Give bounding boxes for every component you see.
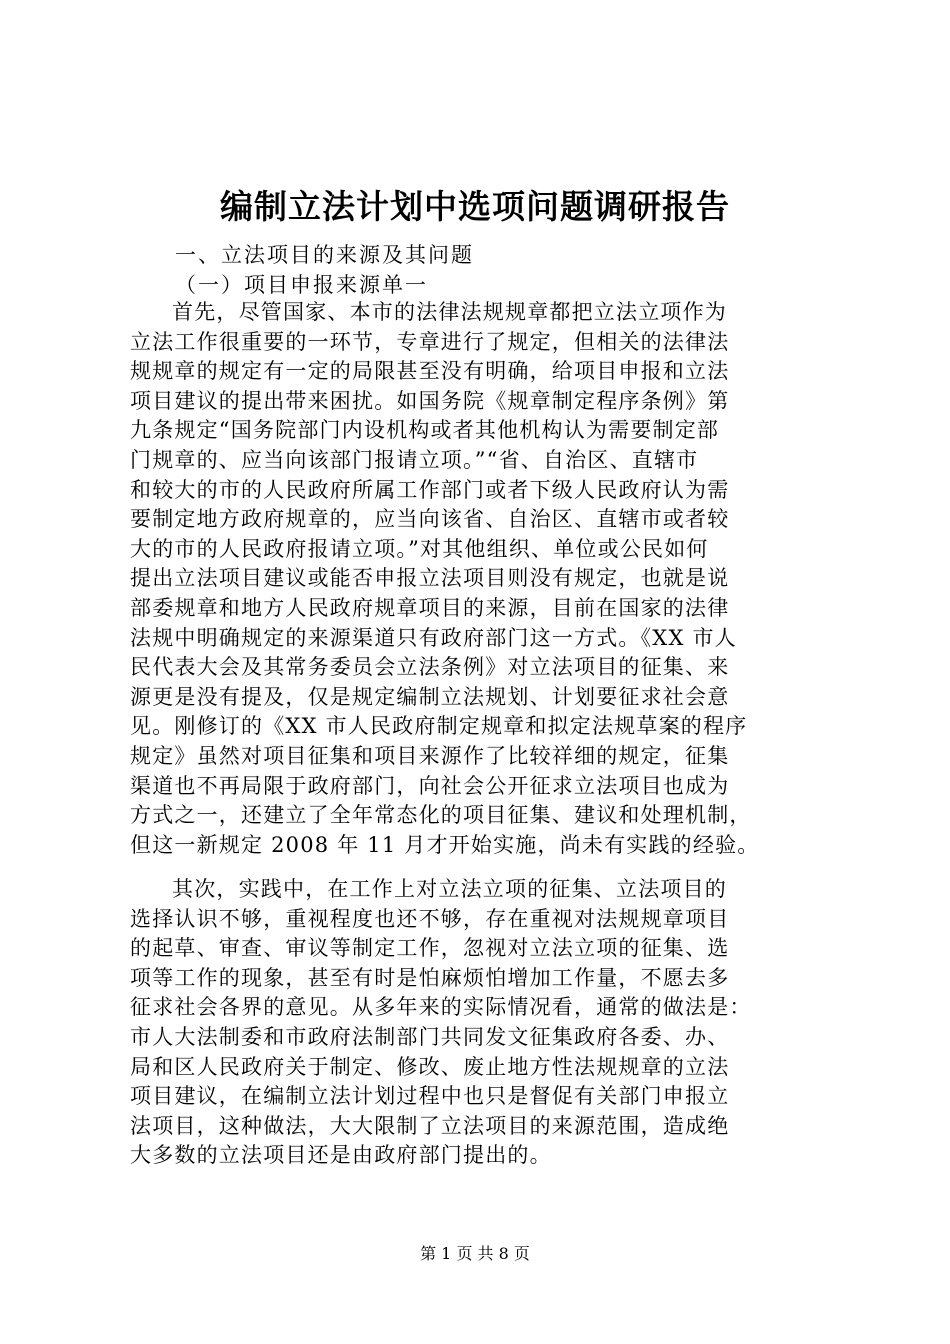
paragraph-line: 征求社会各界的意见。从多年来的实际情况看，通常的做法是： — [130, 995, 752, 1020]
subsection-heading: （一）项目申报来源单一 — [175, 273, 428, 297]
paragraph-line: 的起草、审查、审议等制定工作，忽视对立法立项的征集、选 — [130, 936, 730, 961]
paragraph-line: 民代表大会及其常务委员会立法条例》对立法项目的征集、来 — [130, 655, 730, 680]
paragraph-line: 其次，实践中，在工作上对立法立项的征集、立法项目的 — [172, 877, 727, 901]
paragraph-line: 大多数的立法项目还是由政府部门提出的。 — [130, 1143, 552, 1168]
paragraph-line: 源更是没有提及，仅是规定编制立法规划、计划要征求社会意 — [130, 684, 730, 709]
paragraph-line: 立法工作很重要的一环节，专章进行了规定，但相关的法律法 — [130, 329, 730, 354]
paragraph-line: 但这一新规定 2008 年 11 月才开始实施，尚未有实践的经验。 — [130, 832, 760, 857]
paragraph-line: 渠道也不再局限于政府部门，向社会公开征求立法项目也成为 — [130, 773, 730, 798]
paragraph-line: 项目建议的提出带来困扰。如国务院《规章制定程序条例》第 — [130, 388, 730, 413]
paragraph-line: 门规章的、应当向该部门报请立项。”“省、自治区、直辖市 — [130, 447, 699, 472]
paragraph-line: 大的市的人民政府报请立项。”对其他组织、单位或公民如何 — [130, 536, 709, 561]
paragraph-line: 选择认识不够，重视程度也还不够，存在重视对法规规章项目 — [130, 906, 730, 931]
paragraph-line: 部委规章和地方人民政府规章项目的来源，目前在国家的法律 — [130, 595, 730, 620]
document-title: 编制立法计划中选项问题调研报告 — [220, 187, 730, 226]
paragraph-line: 规规章的规定有一定的局限甚至没有明确，给项目申报和立法 — [130, 359, 730, 384]
paragraph-line: 市人大法制委和市政府法制部门共同发文征集政府各委、办、 — [130, 1024, 730, 1049]
paragraph-line: 和较大的市的人民政府所属工作部门或者下级人民政府认为需 — [130, 477, 730, 502]
paragraph-2 — [130, 875, 830, 1171]
paragraph-1 — [130, 298, 830, 860]
paragraph-line: 法规中明确规定的来源渠道只有政府部门这一方式。《XX 市人 — [130, 625, 737, 650]
paragraph-line: 项目建议，在编制立法计划过程中也只是督促有关部门申报立 — [130, 1084, 730, 1109]
paragraph-line: 法项目，这种做法，大大限制了立法项目的来源范围，造成绝 — [130, 1113, 730, 1138]
paragraph-line: 项等工作的现象，甚至有时是怕麻烦怕增加工作量，不愿去多 — [130, 965, 730, 990]
paragraph-line: 要制定地方政府规章的，应当向该省、自治区、直辖市或者较 — [130, 507, 730, 532]
section-heading: 一、立法项目的来源及其问题 — [175, 243, 474, 267]
paragraph-line: 局和区人民政府关于制定、修改、废止地方性法规规章的立法 — [130, 1054, 730, 1079]
paragraph-line: 九条规定“国务院部门内设机构或者其他机构认为需要制定部 — [130, 418, 720, 443]
paragraph-line: 见。刚修订的《XX 市人民政府制定规章和拟定法规草案的程序 — [130, 714, 748, 739]
paragraph-line: 提出立法项目建议或能否申报立法项目则没有规定，也就是说 — [130, 566, 730, 591]
paragraph-line: 首先，尽管国家、本市的法律法规规章都把立法立项作为 — [172, 300, 727, 324]
page-indicator: 第 1 页 共 8 页 — [420, 1244, 530, 1263]
paragraph-line: 方式之一，还建立了全年常态化的项目征集、建议和处理机制， — [130, 803, 752, 828]
paragraph-line: 规定》虽然对项目征集和项目来源作了比较祥细的规定，征集 — [130, 743, 730, 768]
